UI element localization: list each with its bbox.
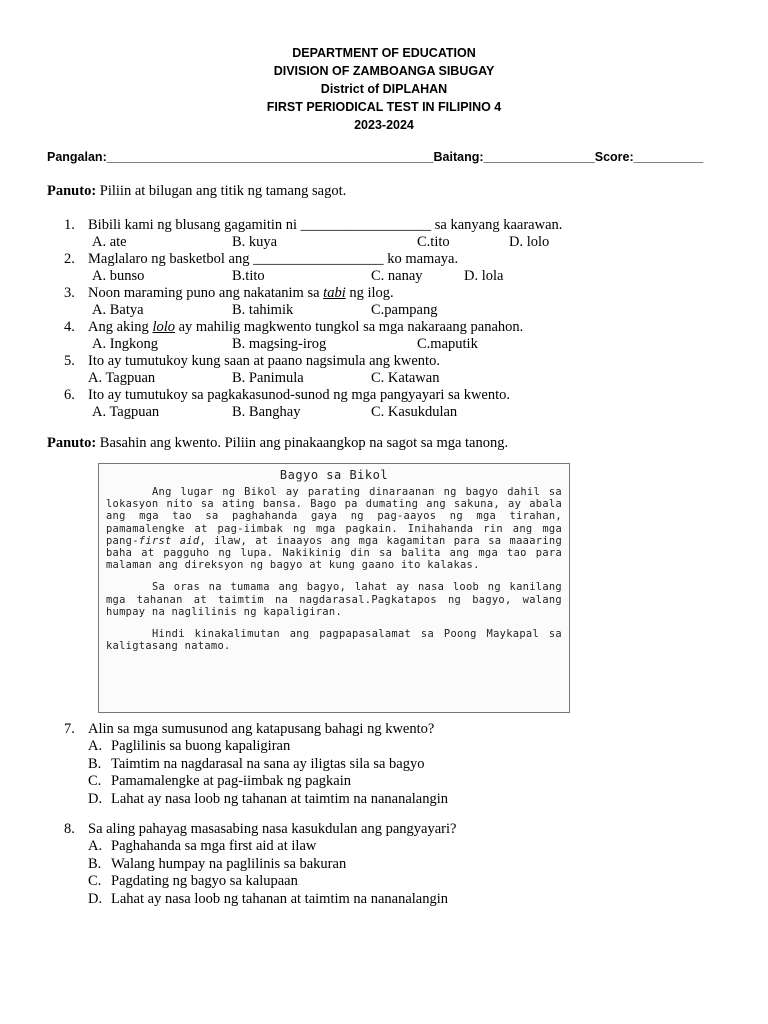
question-2-options — [64, 268, 724, 285]
question-2: 2. Maglalaro ng basketbol ang __________________ ko mamaya. — [64, 251, 459, 267]
name-label: Pangalan: — [47, 150, 107, 164]
answer-blank: __________________ — [300, 217, 432, 233]
name-blank: _______________________________________________ — [106, 150, 434, 164]
question-1: 1. Bibili kami ng blusang gagamitin ni __________________ sa kanyang kaarawan. — [64, 217, 563, 233]
question-5: 5. Ito ay tumutukoy kung saan at paano nagsimula ang kwento. — [64, 353, 440, 369]
question-1-options — [64, 234, 724, 251]
option-b[interactable]: B.tito — [232, 268, 265, 284]
question-8-text: Sa aling pahayag masasabing nasa kasukdulan ang pangyayari? — [88, 821, 457, 837]
option-c[interactable]: C. Pagdating ng bagyo sa kalupaan — [88, 873, 298, 889]
option-a[interactable]: A. Ingkong — [92, 336, 159, 352]
question-3-options — [64, 302, 724, 319]
score-blank: __________ — [633, 150, 704, 164]
option-c[interactable]: C.pampang — [371, 302, 438, 318]
question-6: 6. Ito ay tumutukoy sa pagkakasunod-sunod ng mga pangyayari sa kwento. — [64, 387, 511, 403]
story-paragraph-3: Hindi kinakalimutan ang pagpapasalamat sa Poong Maykapal sa kaligtasang natamo. — [106, 628, 562, 653]
option-a[interactable]: A. Batya — [92, 302, 144, 318]
option-a[interactable]: A. bunso — [92, 268, 145, 284]
header-division: DIVISION OF ZAMBOANGA SIBUGAY — [273, 64, 495, 78]
option-d[interactable]: D. Lahat ay nasa loob ng tahanan at taimtim na nananalangin — [88, 790, 449, 807]
instruction-label: Panuto: — [47, 183, 97, 199]
option-c[interactable]: C.maputik — [417, 336, 478, 352]
score-label: Score: — [594, 150, 634, 164]
option-b[interactable]: B. Panimula — [232, 370, 304, 386]
option-b[interactable]: B. tahimik — [232, 302, 294, 318]
option-a[interactable]: A. Paghahanda sa mga first aid at ilaw — [88, 838, 317, 854]
option-b[interactable]: B. Taimtim na nagdarasal na sana ay iligtas sila sa bagyo — [88, 755, 425, 772]
option-b[interactable]: B. kuya — [232, 234, 278, 250]
option-d[interactable]: D. lola — [464, 268, 504, 284]
question-4: 4. Ang aking lolo ay mahilig magkwento tungkol sa mga nakaraang panahon. — [64, 319, 524, 335]
option-c[interactable]: C. nanay — [371, 268, 423, 284]
header-school-year: 2023-2024 — [354, 118, 414, 132]
option-c[interactable]: C. Kasukdulan — [371, 404, 458, 420]
option-a[interactable]: A. Tagpuan — [88, 370, 156, 386]
header-department: DEPARTMENT OF EDUCATION — [292, 46, 476, 60]
question-3: 3. Noon maraming puno ang nakatanim sa tabi ng ilog. — [64, 285, 394, 301]
part1-question-list — [64, 217, 724, 421]
header-district: District of DIPLAHAN — [320, 82, 448, 96]
option-d[interactable]: D. Lahat ay nasa loob ng tahanan at taimtim na nananalangin — [88, 890, 449, 907]
question-6-options — [64, 404, 724, 421]
option-a[interactable]: A. ate — [92, 234, 127, 250]
grade-label: Baitang: — [433, 150, 484, 164]
question-4-options — [64, 336, 724, 353]
instruction-text: Piliin at bilugan ang titik ng tamang sagot. — [99, 183, 347, 199]
option-c[interactable]: C. Katawan — [371, 370, 440, 386]
instruction-part1 — [47, 183, 346, 200]
story-paragraph-2: Sa oras na tumama ang bagyo, lahat ay nasa loob ng kanilang mga tahanan at taimtim na nagdarasal.Pagkatapos ng bagyo, walang humpay na naglilinis ng kapaligiran. — [106, 581, 562, 618]
grade-blank: ________________ — [483, 150, 595, 164]
instruction-label: Panuto: — [47, 435, 97, 451]
story-body — [106, 486, 562, 652]
question-7-text: Alin sa mga sumusunod ang katapusang bahagi ng kwento? — [88, 721, 435, 737]
question-7: 7. Alin sa mga sumusunod ang katapusang bahagi ng kwento? A. Paglilinis sa buong kapaligiran B. Taimtim na nagdarasal na sana ay iligtas sila sa bagyo C. Pamamalengke at pag-iimbak ng pagkain D. Lahat ay nasa loob ng tahanan at taimtim na nananalangin — [64, 721, 724, 808]
header-test-title: FIRST PERIODICAL TEST IN FILIPINO 4 — [266, 100, 502, 114]
document-header — [0, 44, 768, 134]
story-paragraph-1: Ang lugar ng Bikol ay parating dinaraanan ng bagyo dahil sa lokasyon nito sa ating bansa. Bago pa dumating ang sakuna, ay abala ang mga tao sa paghahanda gaya ng pag-aayos ng mga tirahan, pamamalengke at pag-iimbak ng mga pagkain. Inihahanda rin ang mga pang-first aid, ilaw, at inaayos ang mga kagamitan para sa maaaring baha at pagguho ng lupa. Nakikinig din sa balita ang mga tao para malaman ang direksyon ng bagyo at kung gaano ito kalakas. — [106, 486, 562, 572]
option-a[interactable]: A. Paglilinis sa buong kapaligiran — [88, 738, 291, 754]
target-word: lolo — [152, 319, 175, 335]
story-title: Bagyo sa Bikol — [279, 468, 389, 482]
option-c[interactable]: C.tito — [417, 234, 450, 250]
instruction-part2 — [47, 435, 508, 452]
option-b[interactable]: B. Walang humpay na paglilinis sa bakuran — [88, 855, 347, 872]
option-b[interactable]: B. Banghay — [232, 404, 301, 420]
student-info-line — [47, 150, 727, 164]
story-box — [98, 463, 570, 713]
option-b[interactable]: B. magsing-irog — [232, 336, 327, 352]
target-word: tabi — [323, 285, 346, 301]
option-d[interactable]: D. lolo — [509, 234, 550, 250]
option-a[interactable]: A. Tagpuan — [92, 404, 160, 420]
question-5-options — [64, 370, 724, 387]
instruction-text: Basahin ang kwento. Piliin ang pinakaangkop na sagot sa mga tanong. — [99, 435, 509, 451]
question-8: 8. Sa aling pahayag masasabing nasa kasukdulan ang pangyayari? A. Paghahanda sa mga first aid at ilaw B. Walang humpay na paglilinis sa bakuran C. Pagdating ng bagyo sa kalupaan D. Lahat ay nasa loob ng tahanan at taimtim na nananalangin — [64, 821, 724, 908]
option-c[interactable]: C. Pamamalengke at pag-iimbak ng pagkain — [88, 773, 351, 789]
answer-blank: __________________ — [253, 251, 384, 267]
